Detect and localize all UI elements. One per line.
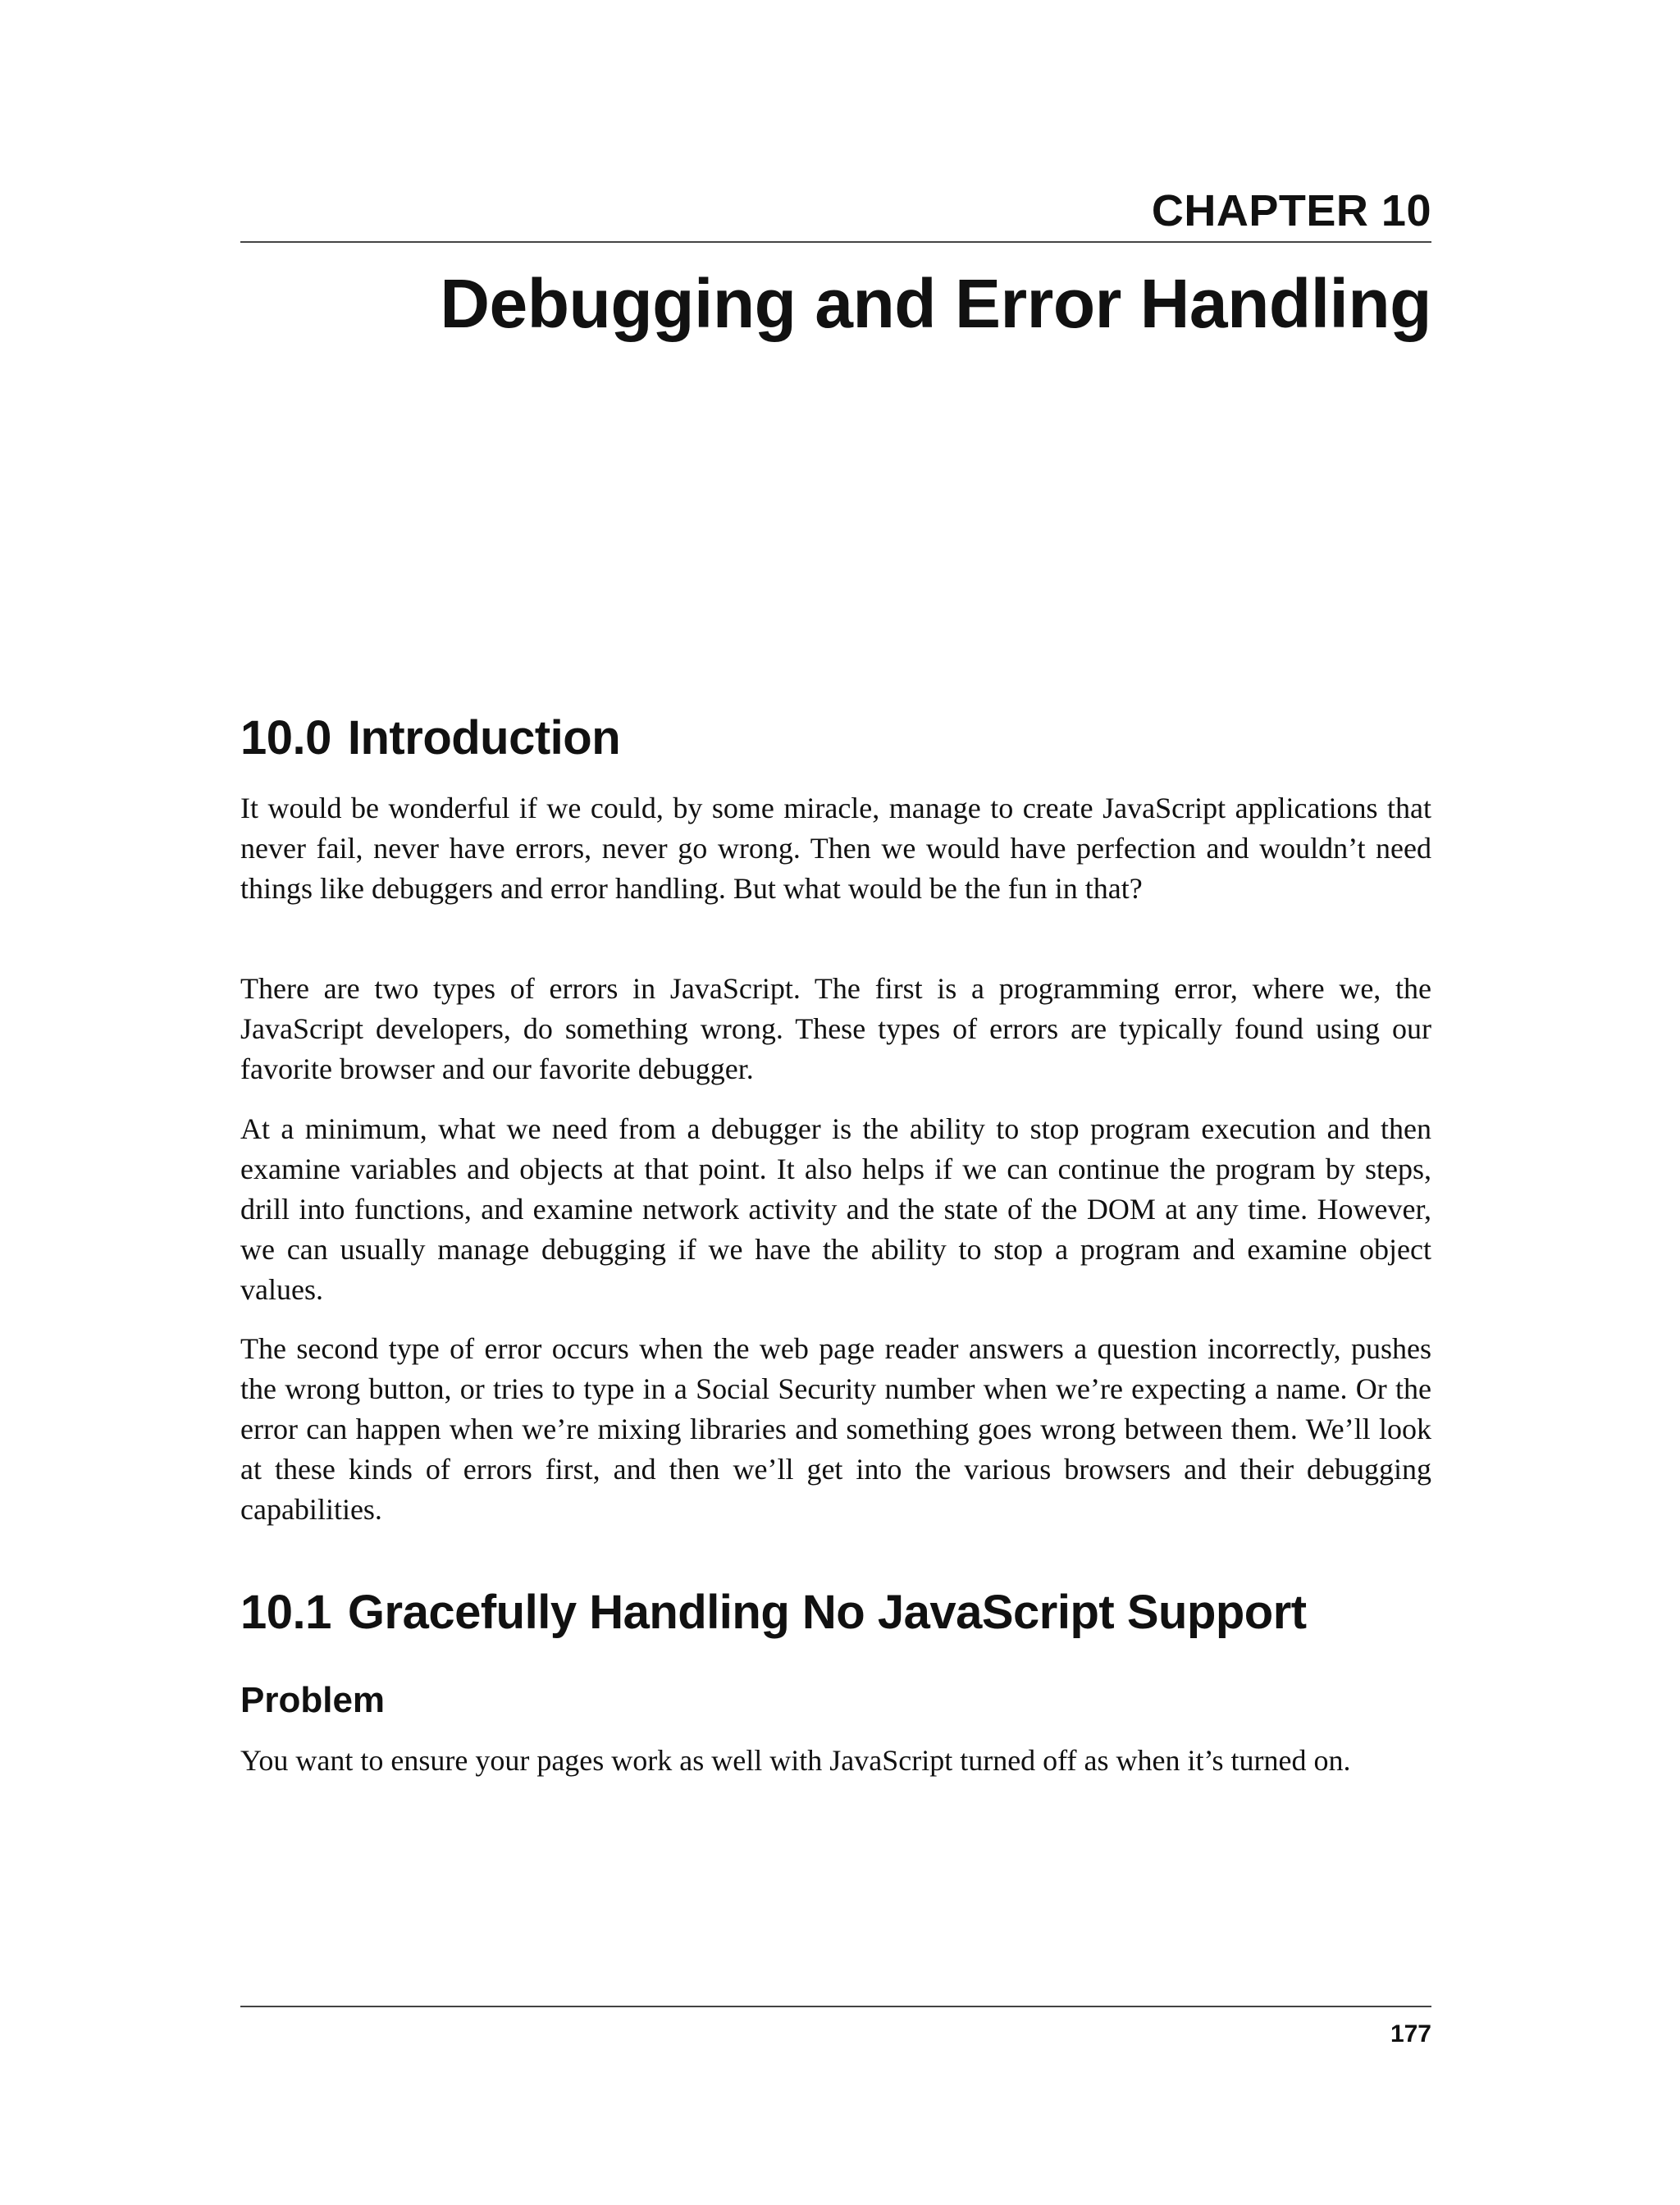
intro-paragraph-2: There are two types of errors in JavaScript. The first is a programming error, where we, the JavaScript developers, do something wrong. These types of errors are typically found using our favorite browser and our favorite debugger.: [240, 972, 1431, 1085]
chapter-label: CHAPTER 10: [1151, 186, 1431, 235]
problem-paragraph: You want to ensure your pages work as well with JavaScript turned off as when it’s turned on.: [240, 1744, 1351, 1777]
section-heading-no-javascript: [240, 1583, 1431, 1642]
section-number: 10.0: [240, 711, 331, 765]
footer-rule: [240, 2006, 1431, 2007]
section-heading-introduction: [240, 709, 1431, 768]
intro-paragraph-3: At a minimum, what we need from a debugger is the ability to stop program execution and then examine variables and objects at that point. It also helps if we can continue the program by steps, drill into functions, and examine network activity and the state of the DOM at any time. However, we can usually manage debugging if we have the ability to stop a program and examine object values.: [240, 1112, 1431, 1306]
chapter-title: Debugging and Error Handling: [440, 265, 1431, 342]
section-title: Introduction: [347, 711, 621, 765]
section-title: Gracefully Handling No JavaScript Support: [347, 1586, 1307, 1639]
subheading-problem: Problem: [240, 1680, 386, 1720]
section-number: 10.1: [240, 1586, 331, 1639]
chapter-rule: [240, 241, 1431, 243]
intro-paragraph-4: The second type of error occurs when the web page reader answers a question incorrectly, pushes the wrong button, or tries to type in a Social Security number when we’re expecting a name. Or the error can happen when we’re mixing libraries and something goes wrong between them. We’ll look at these kinds of errors first, and then we’ll get into the various browsers and their debugging capabilities.: [240, 1332, 1431, 1526]
page-number: 177: [1390, 2020, 1431, 2048]
intro-paragraph-1: It would be wonderful if we could, by some miracle, manage to create JavaScript applications that never fail, never have errors, never go wrong. Then we would have perfection and wouldn’t need things like debuggers and error handling. But what would be the fun in that?: [240, 792, 1431, 905]
